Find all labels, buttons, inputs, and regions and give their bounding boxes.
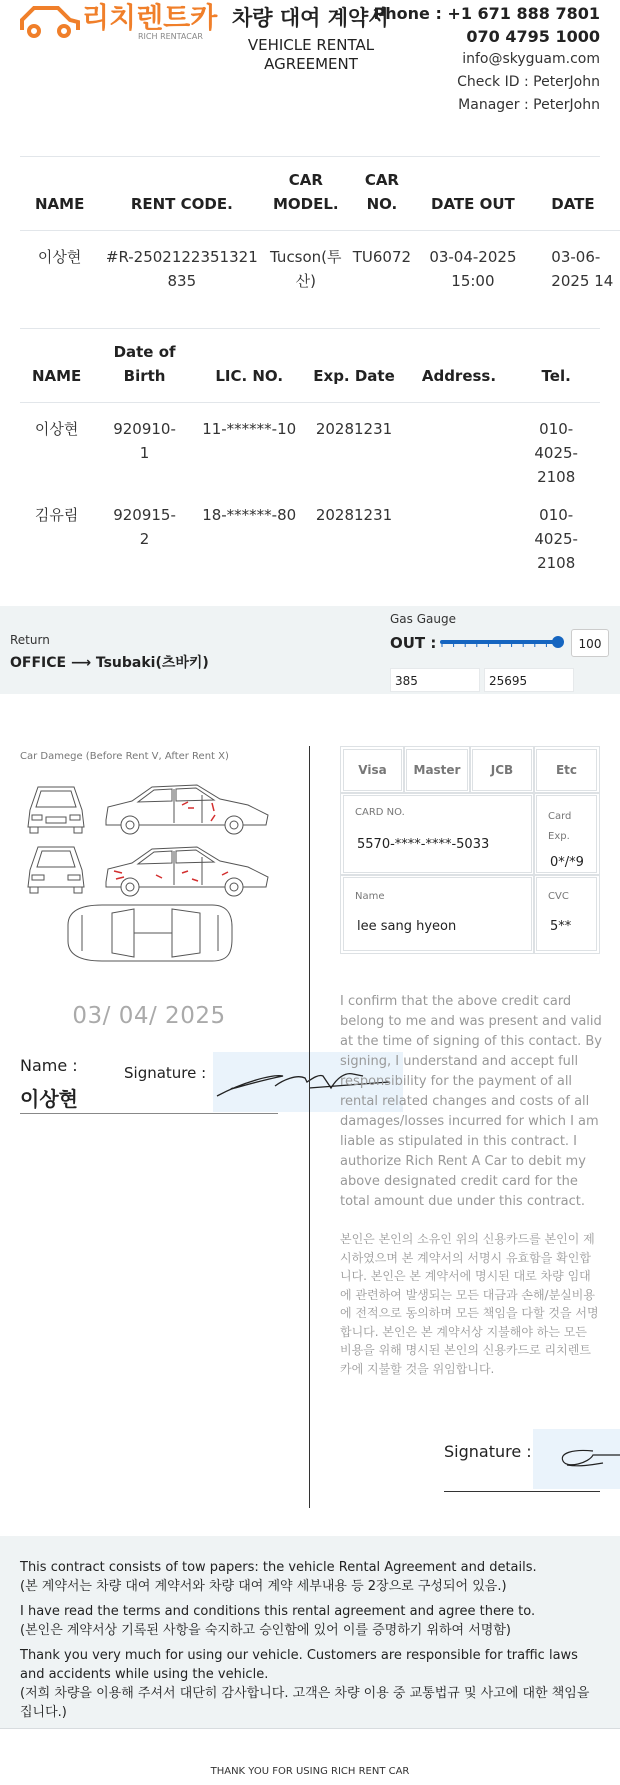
footer-divider xyxy=(0,1728,620,1729)
col-name: NAME xyxy=(35,195,85,213)
car-top-view xyxy=(68,905,232,961)
col-rent-code: RENT CODE. xyxy=(130,195,233,213)
gas-out-label: OUT : xyxy=(390,634,437,652)
contact-block xyxy=(374,2,600,117)
card-signature-label: Signature : xyxy=(444,1442,532,1461)
car-side-view-right xyxy=(106,785,268,834)
check-id: Check ID : PeterJohn xyxy=(457,74,600,90)
terms-korean: 본인은 본인의 소유인 위의 신용카드를 본인이 제시하였으며 본 계약서의 서명시 유효함을 확인합니다. 본인은 본 계약서에 명시된 대로 차량 임대에 관련하여 발생되는 모든 대금과 손해/분실비용에 전적으로 동의하며 모든 책임을 다할 것을 서명합니다. 본인은 본 계약서상 지불해야 하는 모든 비용을 위해 명시된 본인의 신용카드로 리치렌트카에 지불할 것을 위임합니다. xyxy=(340,1232,599,1376)
car-rear-view xyxy=(28,847,84,893)
title-korean: 차량 대여 계약서 xyxy=(232,6,389,30)
email: info@skyguam.com xyxy=(462,51,600,67)
driver-exp: 20281231 xyxy=(315,420,393,438)
card-exp: 0*/*9 xyxy=(550,855,584,870)
card-brand-jcb[interactable]: JCB xyxy=(469,746,535,794)
card-number-label: CARD NO. xyxy=(355,807,405,818)
driver-name: 이상현 xyxy=(34,420,79,438)
contract-date: 03/ 04/ 2025 xyxy=(72,1003,226,1029)
divider xyxy=(20,328,600,329)
card-name-cell xyxy=(340,874,535,954)
driver-address xyxy=(406,403,513,490)
logo-text-en: RICH RENTACAR xyxy=(138,32,203,41)
driver-dob: 920915-2 xyxy=(113,506,176,548)
driver-dob: 920910-1 xyxy=(113,420,176,462)
footer-note-2-ko: (본인은 계약서상 기록된 사항을 숙지하고 승인함에 있어 이를 증명하기 위하여 서명함) xyxy=(20,1623,511,1638)
card-cvc: 5** xyxy=(550,919,572,934)
rental-name: 이상현 xyxy=(37,248,82,266)
car-damage-diagram xyxy=(22,775,272,975)
gas-gauge-slider[interactable] xyxy=(438,636,564,648)
divider xyxy=(20,156,600,157)
driver-name: 김유림 xyxy=(34,506,79,524)
card-number-cell xyxy=(340,792,535,876)
footer-note-3-en: Thank you very much for using our vehicle. Customers are responsible for traffic laws and accidents while using the vehicle. xyxy=(20,1648,578,1682)
card-info-table xyxy=(340,746,600,974)
rental-car-no: TU6072 xyxy=(352,248,412,266)
card-exp-cell xyxy=(533,792,600,876)
card-brand-visa[interactable]: Visa xyxy=(340,746,405,794)
col-dob: Date of Birth xyxy=(113,343,176,385)
driver-license: 18-******-80 xyxy=(202,506,297,524)
car-front-view xyxy=(28,787,84,833)
col-tel: Tel. xyxy=(541,367,571,385)
slider-thumb[interactable] xyxy=(552,636,564,648)
col-car-no: CAR NO. xyxy=(364,171,399,213)
driver-header-row xyxy=(20,340,600,403)
driver-license: 11-******-10 xyxy=(202,420,297,438)
footer-note-1-ko: (본 계약서는 차량 대여 계약서와 차량 대여 계약 세부내용 등 2장으로 구성되어 있음.) xyxy=(20,1579,507,1594)
col-license: LIC. NO. xyxy=(215,367,284,385)
phone-number-2: 070 4795 1000 xyxy=(466,27,600,46)
renter-name: 이상현 xyxy=(20,1087,78,1111)
card-exp-label: Card Exp. xyxy=(548,811,572,842)
title-english: VEHICLE RENTAL AGREEMENT xyxy=(247,36,375,73)
car-damage-label: Car Damege (Before Rent V, After Rent X) xyxy=(20,751,229,762)
col-date-out: DATE OUT xyxy=(431,195,515,213)
driver-address xyxy=(406,489,513,575)
name-underline xyxy=(20,1113,278,1114)
rental-car-model: Tucson(투산) xyxy=(270,248,342,290)
col-driver-name: NAME xyxy=(31,367,82,385)
col-date-in: DATE xyxy=(551,195,595,213)
driver-exp: 20281231 xyxy=(315,506,393,524)
footer-note-2-en: I have read the terms and conditions this rental agreement and agree there to. xyxy=(20,1604,536,1619)
card-signature-drawing xyxy=(533,1429,620,1489)
card-cvc-label: CVC xyxy=(548,891,569,902)
table-row xyxy=(20,403,600,490)
footer-notes xyxy=(0,1536,620,1728)
rental-header-row xyxy=(20,168,620,231)
col-car-model: CAR MODEL. xyxy=(272,171,339,213)
car-side-view-left xyxy=(106,847,268,896)
table-row xyxy=(20,231,620,294)
footer-note-1-en: This contract consists of tow papers: the vehicle Rental Agreement and details. xyxy=(20,1560,537,1575)
card-holder-name: lee sang hyeon xyxy=(357,919,457,934)
table-row xyxy=(20,489,600,575)
thank-you-message: THANK YOU FOR USING RICH RENT CAR xyxy=(210,1766,410,1777)
rental-table xyxy=(20,168,620,293)
card-cvc-cell xyxy=(533,874,600,954)
name-label: Name : xyxy=(20,1056,78,1075)
slider-track xyxy=(440,640,560,644)
rental-code: #R-2502122351321835 xyxy=(105,248,258,290)
return-label: Return xyxy=(10,633,50,647)
card-brand-etc[interactable]: Etc xyxy=(533,746,600,794)
gas-gauge-label: Gas Gauge xyxy=(390,612,456,626)
slider-ticks xyxy=(442,644,558,647)
gas-value-box[interactable]: 100 xyxy=(571,629,609,657)
col-exp-date: Exp. Date xyxy=(313,367,395,385)
card-number: 5570-****-****-5033 xyxy=(357,837,490,852)
company-logo xyxy=(18,0,218,46)
card-name-label: Name xyxy=(355,891,385,902)
col-address: Address. xyxy=(421,367,497,385)
rental-date-in: 03-06-2025 14 xyxy=(551,248,614,290)
terms-english: I confirm that the above credit card belong to me and was present and valid at the time of signing of this contact. By signing, I understand and accept full responsibility for the payment of all rental related changes and costs of all damages/losses incurred for which I am liable as stipulated in this contract. I authorize Rich Rent A Car to debit my above designated credit card for the total amount due under this contract. xyxy=(340,994,602,1209)
driver-table xyxy=(20,340,600,575)
card-brand-master[interactable]: Master xyxy=(403,746,471,794)
column-divider xyxy=(309,746,310,1508)
mileage-in-field[interactable]: 25695 xyxy=(484,668,574,692)
car-logo-icon xyxy=(22,8,78,36)
manager: Manager : PeterJohn xyxy=(458,97,600,113)
driver-tel: 010-4025-2108 xyxy=(534,506,578,572)
phone-number: Phone : +1 671 888 7801 xyxy=(373,4,600,23)
mileage-out-field[interactable]: 385 xyxy=(390,668,480,692)
card-signature-pad[interactable] xyxy=(533,1429,620,1489)
return-value: OFFICE ⟶ Tsubaki(츠바키) xyxy=(10,655,209,671)
footer-note-3-ko: (저희 차량을 이용해 주셔서 대단히 감사합니다. 고객은 차량 이용 중 교통법규 및 사고에 대한 책임을 집니다.) xyxy=(20,1686,590,1720)
signature-label: Signature : xyxy=(124,1064,207,1082)
driver-tel: 010-4025-2108 xyxy=(534,420,578,486)
logo-text-ko: 리치렌트카 xyxy=(82,1,218,34)
rental-date-out: 03-04-2025 15:00 xyxy=(429,248,517,290)
card-signature-underline xyxy=(444,1491,600,1492)
